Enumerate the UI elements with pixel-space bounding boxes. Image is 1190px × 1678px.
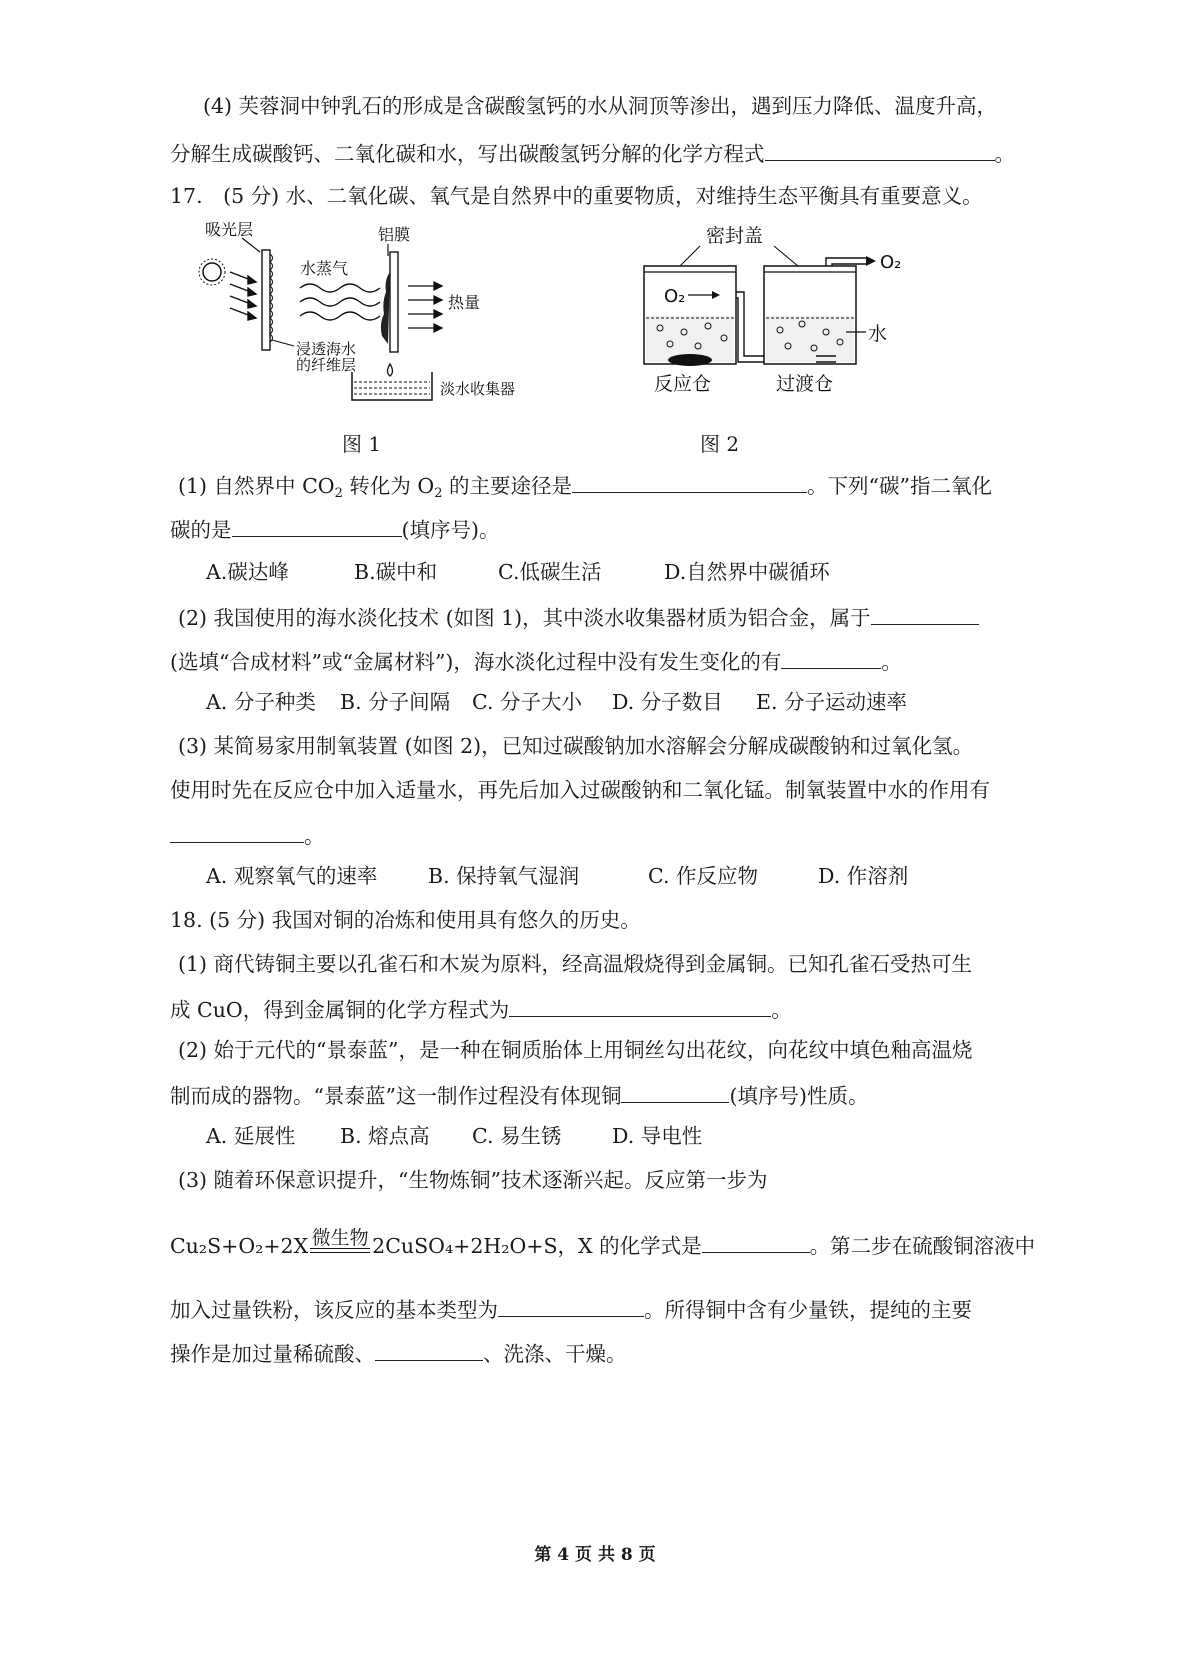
q16-4-line1: (4) 芙蓉洞中钟乳石的形成是含碳酸氢钙的水从洞顶等渗出，遇到压力降低、温度升高， (203, 94, 998, 118)
q18-3-equation-line (170, 1227, 1036, 1260)
q17-1-line1 (178, 470, 992, 508)
q17-1-line2 (170, 514, 500, 544)
q17-1-option-b: B.碳中和 (354, 560, 438, 584)
fig1-label-vapor: 水蒸气 (300, 259, 349, 278)
equation-left: Cu₂S+O₂+2X (170, 1234, 309, 1258)
q18-3-text-b: 。所得铜中含有少量铁，提纯的主要 (644, 1298, 972, 1322)
q18-title: 18. (5 分) 我国对铜的冶炼和使用具有悠久的历史。 (170, 908, 641, 932)
answer-blank-q18-3c[interactable] (375, 1338, 483, 1361)
q17-title: 17. (5 分) 水、二氧化碳、氧气是自然界中的重要物质，对维持生态平衡具有重要意义。 (170, 184, 983, 208)
q17-3-option-b: B. 保持氧气湿润 (428, 864, 580, 888)
q17-1-text-b: 转化为 O (342, 474, 435, 498)
q18-3-text-a: 加入过量铁粉，该反应的基本类型为 (170, 1298, 498, 1322)
q17-1-text-a: (1) 自然界中 CO (178, 474, 335, 498)
q17-2-option-a: A. 分子种类 (206, 690, 316, 714)
fig1-label-collector: 淡水收集器 (440, 380, 516, 398)
q17-2-line1 (178, 602, 979, 632)
q17-2-option-e: E. 分子运动速率 (756, 690, 907, 714)
answer-blank-q18-3a[interactable] (702, 1230, 810, 1253)
droplet-icon (388, 364, 393, 376)
fig2-label-transition: 过渡仓 (776, 373, 834, 395)
q17-1-option-d: D.自然界中碳循环 (664, 560, 830, 584)
q17-2-option-d: D. 分子数目 (612, 690, 723, 714)
sun-icon (199, 259, 225, 285)
equation-catalyst: 微生物 (311, 1227, 369, 1249)
equation-after: 。第二步在硫酸铜溶液中 (809, 1234, 1036, 1258)
answer-blank-q17-3[interactable] (170, 820, 304, 843)
fig1-label-fiber1: 浸透海水 (296, 340, 357, 358)
absorb-layer (262, 250, 270, 350)
q18-2-text-b: (填序号)性质。 (729, 1084, 869, 1108)
q16-4-end: 。 (994, 142, 1015, 166)
answer-blank-q18-2[interactable] (621, 1080, 729, 1103)
q18-3-line3 (170, 1294, 972, 1324)
equation-right: 2CuSO₄+2H₂O+S，X 的化学式是 (372, 1234, 702, 1258)
q18-2-line2 (170, 1080, 868, 1110)
q18-2-text-a: 制而成的器物。“景泰蓝”这一制作过程没有体现铜 (170, 1084, 622, 1108)
q18-3-text-d: 、洗涤、干燥。 (483, 1342, 627, 1366)
fresh-water-collector (352, 372, 432, 400)
q17-1-sub2: 2 (434, 486, 443, 501)
q17-2-text-c: 。 (881, 650, 902, 674)
q17-1-option-a: A.碳达峰 (206, 560, 289, 584)
figure-1-desalination (190, 222, 550, 422)
q17-2-text-a: (2) 我国使用的海水淡化技术 (如图 1)，其中淡水收集器材质为铝合金，属于 (178, 606, 871, 630)
q18-2-option-a: A. 延展性 (206, 1124, 296, 1148)
q16-4-text: 分解生成碳酸钙、二氧化碳和水，写出碳酸氢钙分解的化学方程式 (170, 142, 765, 166)
figure-2-oxygen-generator (640, 220, 920, 400)
q18-1-line1: (1) 商代铸铜主要以孔雀石和木炭为原料，经高温煅烧得到金属铜。已知孔雀石受热可生 (178, 952, 973, 976)
aluminium-film (390, 252, 398, 352)
q17-3-option-a: A. 观察氧气的速率 (206, 864, 378, 888)
fig2-label-water: 水 (868, 323, 888, 345)
fig2-label-lid: 密封盖 (706, 225, 764, 247)
figure-2-caption: 图 2 (700, 432, 740, 456)
q17-1-text-d: 。下列“碳”指二氧化 (807, 474, 992, 498)
fig1-label-film: 铝膜 (378, 225, 411, 244)
answer-blank-q18-3b[interactable] (498, 1294, 644, 1317)
q18-2-option-c: C. 易生锈 (472, 1124, 562, 1148)
q17-1-option-c: C.低碳生活 (498, 560, 602, 584)
q18-2-option-d: D. 导电性 (612, 1124, 703, 1148)
q17-3-option-c: C. 作反应物 (648, 864, 758, 888)
q16-4-line2 (170, 138, 1015, 168)
q17-3-line3 (170, 820, 325, 850)
q17-3-option-d: D. 作溶剂 (818, 864, 909, 888)
q17-3-end: 。 (304, 824, 325, 848)
figure-1-caption: 图 1 (342, 432, 382, 456)
q17-1-text-c: 的主要途径是 (442, 474, 572, 498)
q17-2-option-c: C. 分子大小 (472, 690, 582, 714)
q18-2-line1: (2) 始于元代的“景泰蓝”，是一种在铜质胎体上用铜丝勾出花纹，向花纹中填色釉高温烧 (178, 1038, 973, 1062)
q18-3-line4 (170, 1338, 627, 1368)
q17-3-line2: 使用时先在反应仓中加入适量水，再先后加入过碳酸钠和二氧化锰。制氧装置中水的作用有 (170, 778, 990, 802)
q17-2-option-b: B. 分子间隔 (340, 690, 451, 714)
q17-2-line2 (170, 646, 902, 676)
fig2-label-reactor: 反应仓 (654, 373, 712, 395)
equation-sign (308, 1227, 372, 1253)
answer-blank-q17-1a[interactable] (572, 470, 807, 493)
q18-1-end: 。 (771, 998, 792, 1022)
fig1-label-absorb: 吸光层 (205, 222, 254, 239)
q17-2-text-b: (选填“合成材料”或“金属材料”)，海水淡化过程中没有发生变化的有 (170, 650, 782, 674)
q18-2-option-b: B. 熔点高 (340, 1124, 430, 1148)
answer-blank-q17-2a[interactable] (871, 602, 979, 625)
answer-blank-q17-2b[interactable] (781, 646, 881, 669)
q17-1-sub1: 2 (334, 486, 343, 501)
q18-3-text-c: 操作是加过量稀硫酸、 (170, 1342, 375, 1366)
q18-1-line2 (170, 994, 792, 1024)
answer-blank-q17-1b[interactable] (232, 514, 402, 537)
fig2-label-o2-out: O₂ (880, 252, 902, 273)
q17-1-text-f: (填序号)。 (401, 518, 500, 542)
q18-3-line1: (3) 随着环保意识提升，“生物炼铜”技术逐渐兴起。反应第一步为 (178, 1168, 768, 1192)
q17-3-line1: (3) 某简易家用制氧装置 (如图 2)，已知过碳酸钠加水溶解会分解成碳酸钠和过氧化氢。 (178, 734, 974, 758)
answer-blank-q16-4[interactable] (765, 138, 995, 161)
fig2-label-o2-in: O₂ (664, 286, 686, 307)
q17-1-text-e: 碳的是 (170, 518, 232, 542)
fig1-label-fiber2: 的纤维层 (296, 356, 357, 374)
answer-blank-q18-1[interactable] (509, 994, 771, 1017)
fig1-label-heat: 热量 (448, 293, 481, 312)
page-footer: 第 4 页 共 8 页 (534, 1545, 656, 1565)
q18-1-text: 成 CuO，得到金属铜的化学方程式为 (170, 998, 510, 1022)
